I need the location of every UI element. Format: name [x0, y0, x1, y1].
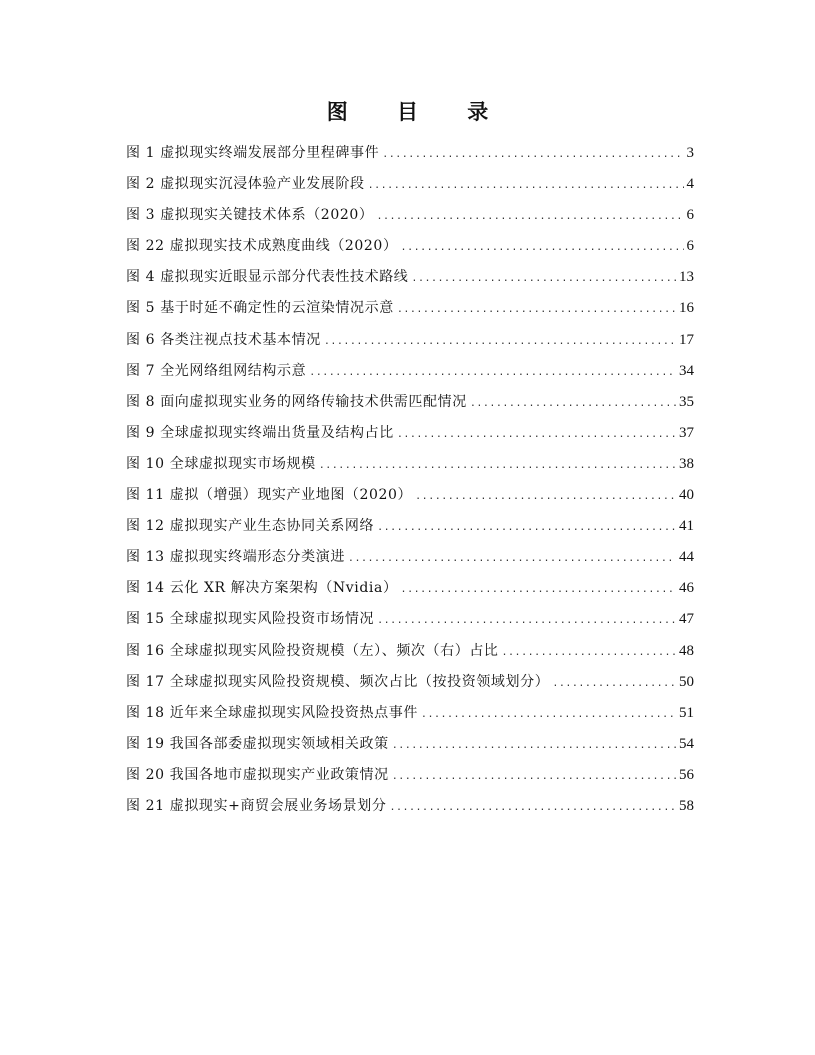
- toc-entry-page-number: 54: [679, 735, 694, 752]
- toc-dot-leader: [382, 143, 683, 167]
- toc-entry[interactable]: [126, 545, 694, 576]
- toc-dot-leader: [502, 641, 676, 665]
- toc-dot-leader: [376, 205, 683, 229]
- toc-dot-leader: [377, 609, 676, 633]
- toc-entry[interactable]: [126, 265, 694, 296]
- toc-entry[interactable]: [126, 234, 694, 265]
- toc-entry[interactable]: [126, 576, 694, 607]
- toc-dot-leader: [319, 454, 676, 478]
- toc-entry-page-number: 17: [679, 331, 694, 348]
- toc-entry-label: 图 16 全球虚拟现实风险投资规模（左）、频次（右）占比: [126, 642, 499, 659]
- toc-entry-label: 图 6 各类注视点技术基本情况: [126, 331, 321, 348]
- toc-entry-label: 图 8 面向虚拟现实业务的网络传输技术供需匹配情况: [126, 393, 467, 410]
- toc-entry[interactable]: [126, 359, 694, 390]
- toc-entry[interactable]: [126, 701, 694, 732]
- toc-entry[interactable]: [126, 172, 694, 203]
- toc-entry[interactable]: [126, 296, 694, 327]
- toc-dot-leader: [401, 578, 676, 602]
- toc-entry-label: 图 3 虚拟现实关键技术体系（2020）: [126, 207, 374, 224]
- toc-dot-leader: [552, 672, 676, 696]
- toc-dot-leader: [309, 361, 676, 385]
- toc-entry-page-number: 46: [679, 580, 694, 597]
- toc-entry[interactable]: [126, 328, 694, 359]
- toc-entry[interactable]: [126, 607, 694, 638]
- toc-entry-page-number: 40: [679, 487, 694, 504]
- toc-entry-label: 图 5 基于时延不确定性的云渲染情况示意: [126, 300, 394, 317]
- toc-entry[interactable]: [126, 514, 694, 545]
- toc-entry-label: 图 11 虚拟（增强）现实产业地图（2020）: [126, 487, 413, 504]
- toc-entry-page-number: 16: [679, 300, 694, 317]
- toc-entry[interactable]: [126, 390, 694, 421]
- toc-entry-page-number: 6: [686, 207, 694, 224]
- toc-dot-leader: [348, 547, 676, 571]
- toc-entry-label: 图 4 虚拟现实近眼显示部分代表性技术路线: [126, 269, 409, 286]
- toc-entry[interactable]: [126, 203, 694, 234]
- toc-entry-label: 图 13 虚拟现实终端形态分类演进: [126, 549, 345, 566]
- toc-entry-page-number: 44: [679, 549, 694, 566]
- toc-entry-page-number: 51: [679, 704, 694, 721]
- toc-entry-page-number: 13: [679, 269, 694, 286]
- toc-entry[interactable]: [126, 141, 694, 172]
- toc-entry-label: 图 2 虚拟现实沉浸体验产业发展阶段: [126, 176, 365, 193]
- toc-entry-page-number: 34: [679, 362, 694, 379]
- toc-dot-leader: [368, 174, 684, 198]
- toc-entry-page-number: 37: [679, 424, 694, 441]
- toc-entry-label: 图 17 全球虚拟现实风险投资规模、频次占比（按投资领域划分）: [126, 673, 550, 690]
- toc-entry[interactable]: [126, 639, 694, 670]
- toc-entry-page-number: 4: [686, 176, 694, 193]
- toc-entry-label: 图 21 虚拟现实+商贸会展业务场景划分: [126, 797, 387, 814]
- toc-entry[interactable]: [126, 763, 694, 794]
- toc-entry-label: 图 22 虚拟现实技术成熟度曲线（2020）: [126, 238, 398, 255]
- toc-entry[interactable]: [126, 483, 694, 514]
- toc-entry[interactable]: [126, 794, 694, 825]
- toc-dot-leader: [397, 298, 676, 322]
- toc-entry[interactable]: [126, 452, 694, 483]
- toc-entry-label: 图 7 全光网络组网结构示意: [126, 362, 307, 379]
- toc-entry-page-number: 35: [679, 393, 694, 410]
- toc-entry-label: 图 18 近年来全球虚拟现实风险投资热点事件: [126, 704, 418, 721]
- toc-entry-label: 图 9 全球虚拟现实终端出货量及结构占比: [126, 424, 394, 441]
- toc-dot-leader: [421, 703, 676, 727]
- toc-entry[interactable]: [126, 421, 694, 452]
- page-title: 图 目 录: [326, 100, 510, 124]
- toc-dot-leader: [397, 423, 676, 447]
- toc-dot-leader: [392, 765, 676, 789]
- toc-entry-page-number: 3: [686, 145, 694, 161]
- toc-dot-leader: [324, 330, 676, 354]
- toc-entry-label: 图 20 我国各地市虚拟现实产业政策情况: [126, 766, 389, 783]
- toc-entry-label: 图 15 全球虚拟现实风险投资市场情况: [126, 611, 375, 628]
- toc-entry[interactable]: [126, 670, 694, 701]
- toc-entry-label: 图 10 全球虚拟现实市场规模: [126, 455, 316, 472]
- toc-dot-leader: [389, 796, 676, 820]
- toc-entry-page-number: 41: [679, 518, 694, 535]
- toc-entry-label: 图 1 虚拟现实终端发展部分里程碑事件: [126, 145, 380, 161]
- toc-entry-page-number: 58: [679, 797, 694, 814]
- figure-toc-list: [126, 141, 694, 825]
- toc-dot-leader: [415, 485, 676, 509]
- toc-entry-page-number: 56: [679, 766, 694, 783]
- toc-entry-page-number: 47: [679, 611, 694, 628]
- toc-entry-page-number: 48: [679, 642, 694, 659]
- toc-dot-leader: [470, 392, 676, 416]
- toc-entry-page-number: 6: [686, 238, 694, 255]
- toc-dot-leader: [411, 267, 676, 291]
- toc-entry[interactable]: [126, 732, 694, 763]
- toc-entry-label: 图 12 虚拟现实产业生态协同关系网络: [126, 518, 375, 535]
- toc-entry-label: 图 14 云化 XR 解决方案架构（Nvidia）: [126, 580, 398, 597]
- toc-dot-leader: [392, 734, 676, 758]
- toc-entry-page-number: 50: [679, 673, 694, 690]
- toc-dot-leader: [377, 516, 676, 540]
- toc-entry-page-number: 38: [679, 455, 694, 472]
- toc-entry-label: 图 19 我国各部委虚拟现实领域相关政策: [126, 735, 389, 752]
- toc-dot-leader: [401, 236, 684, 260]
